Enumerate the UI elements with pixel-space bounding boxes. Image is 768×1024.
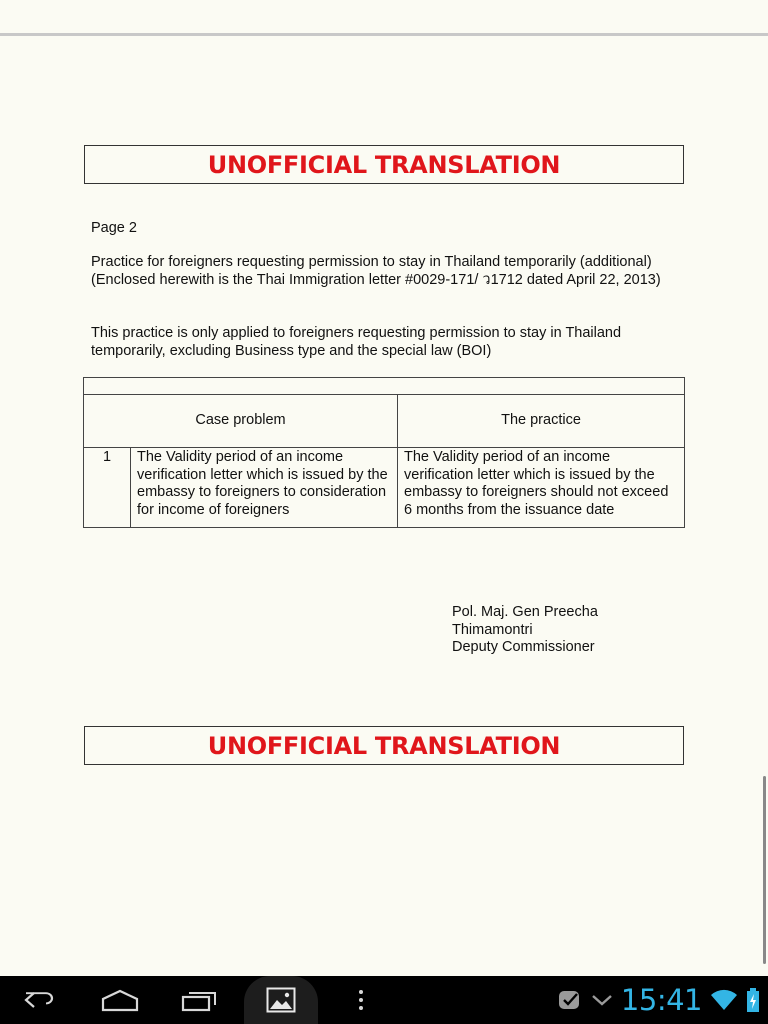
wifi-icon <box>710 989 738 1011</box>
home-icon <box>101 988 139 1012</box>
table-row <box>84 448 685 528</box>
page-label: Page 2 <box>91 220 137 236</box>
battery-charging-icon <box>746 988 760 1012</box>
practice-description-paragraph: Practice for foreigners requesting permission to stay in Thailand temporarily (additional) (Enclosed herewith is the Thai Immigration letter #0029-171/ ว1712 dated April 22, 2013) <box>91 254 661 288</box>
page-separator <box>0 33 768 36</box>
gallery-button[interactable] <box>244 976 318 1024</box>
header-the-practice: The practice <box>398 395 685 448</box>
practice-cell: The Validity period of an income verification letter which is issued by the embassy to foreigners should not exceed 6 months from the issuance date <box>398 448 685 528</box>
back-button[interactable] <box>14 976 66 1024</box>
clock: 15:41 <box>620 983 702 1017</box>
unofficial-translation-banner-bottom: UNOFFICIAL TRANSLATION <box>84 726 684 765</box>
signature-title: Deputy Commissioner <box>452 639 595 655</box>
chevron-down-icon <box>591 992 613 1008</box>
practice-table <box>83 377 685 528</box>
case-problem-cell: The Validity period of an income verification letter which is issued by the embassy to foreigners to consideration for income of foreigners <box>131 448 398 528</box>
scrollbar-thumb[interactable] <box>763 776 766 964</box>
unofficial-translation-banner-top: UNOFFICIAL TRANSLATION <box>84 145 684 184</box>
overflow-menu-button[interactable] <box>346 976 376 1024</box>
row-number: 1 <box>84 448 131 528</box>
signature-name-line-2: Thimamontri <box>452 621 533 638</box>
overflow-menu-icon <box>358 989 364 1011</box>
home-button[interactable] <box>94 976 146 1024</box>
scope-paragraph: This practice is only applied to foreigners requesting permission to stay in Thailand temporarily, excluding Business type and the special law (BOI) <box>91 325 622 359</box>
table-header-row <box>84 395 685 448</box>
status-area[interactable] <box>557 976 760 1024</box>
signature-name-line-1: Pol. Maj. Gen Preecha <box>452 604 598 620</box>
back-icon <box>22 988 58 1012</box>
recent-apps-button[interactable] <box>174 976 226 1024</box>
notification-check-icon <box>557 988 583 1012</box>
gallery-icon <box>266 987 296 1013</box>
table-empty-row <box>84 378 685 395</box>
signature-block <box>452 604 598 657</box>
recent-apps-icon <box>181 988 219 1012</box>
system-navigation-bar <box>0 976 768 1024</box>
header-case-problem: Case problem <box>84 395 398 448</box>
